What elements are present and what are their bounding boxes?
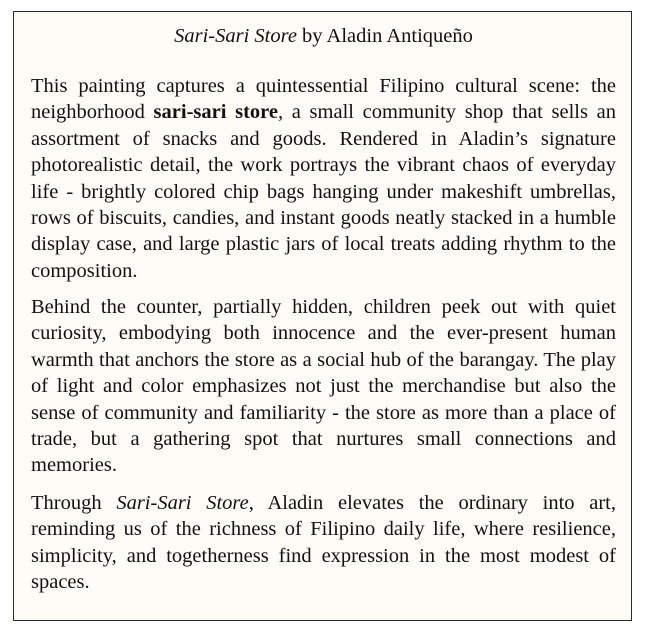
paragraph-conclusion-title: Sari-Sari Store xyxy=(116,492,249,514)
description-card xyxy=(13,11,632,621)
page-title xyxy=(14,24,633,48)
artist-byline: by Aladin Antiqueño xyxy=(296,25,473,47)
paragraph-intro xyxy=(31,73,616,284)
paragraph-intro-emphasis: sari-sari store xyxy=(153,101,278,124)
paragraph-conclusion xyxy=(31,490,616,596)
paragraph-children-text: Behind the counter, partially hidden, children peek out with quiet curiosity, embodying both innocence and the ever-present human warmth that anchors the store as a social hub of the barangay. The play of light and color emphasizes not just the merchandise but also the sense of community and familiarity - the store as more than a place of trade, but a gathering spot that nurtures small connections and memories. xyxy=(31,296,616,477)
paragraph-children xyxy=(31,294,616,479)
paragraph-conclusion-rest: , Aladin elevates the ordinary into art, reminding us of the richness of Filipino daily life, where resilience, simplicity, and togetherness find expression in the most modest of spaces. xyxy=(31,492,616,594)
paragraph-intro-lead: This painting captures a quintessential Filipino cultural scene: the neighborhood xyxy=(31,75,616,124)
artwork-title: Sari-Sari Store xyxy=(174,25,297,47)
paragraph-conclusion-lead: Through xyxy=(31,492,117,514)
paragraph-intro-rest: , a small community shop that sells an assortment of snacks and goods. Rendered in Aladin’s signature photorealistic detail, the work portrays the vibrant chaos of everyday life - brightly colored chip bags hanging under makeshift umbrellas, rows of biscuits, candies, and instant goods neatly stacked in a humble display case, and large plastic jars of local treats adding rhythm to the composition. xyxy=(31,101,616,282)
